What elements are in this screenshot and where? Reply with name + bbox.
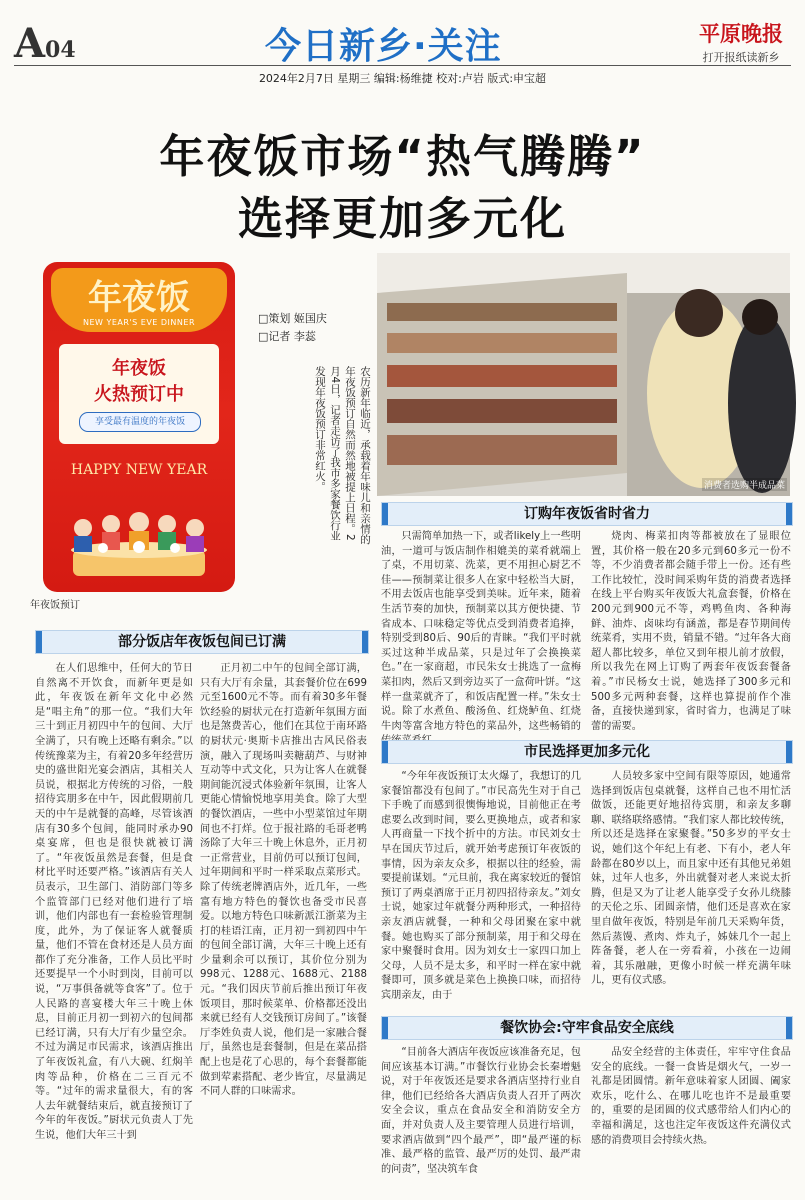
- article-s4-col1-text: “目前各大酒店年夜饭应该准备充足，包间应该基本订满。”市餐饮行业协会长秦增魁说，对于年夜饭还是要求各酒店坚持行业自律，他们已经给各大酒店负责人召开了两次安全会议，重点在食品安全和消防安全方面，并对负责人及主要管理人员进行培训，要求酒店做到“四个最严”，即“最严谨的标准、最严格的监管、最严厉的处罚、最严肃的问责”，坚决筑车食: [381, 1047, 581, 1175]
- section-heading-s2: [381, 502, 793, 526]
- article-s1-col2: [200, 662, 367, 1190]
- intro-text: 农历新年临近，承载着年味儿和亲情的年夜饭预订自然而然地被提上日程。2月4日，记者走访了我市多家餐饮行业发现年夜饭预订非常红火。: [314, 366, 371, 545]
- family-dinner-illustration: [53, 498, 225, 582]
- page-letter: A: [14, 20, 46, 67]
- section-heading-s4-text: 餐饮协会:守牢食品安全底线: [500, 1020, 674, 1036]
- article-s4-col1: [381, 1046, 581, 1192]
- poster-card-line1: 年夜饭: [112, 358, 166, 379]
- section-heading-s3: [381, 740, 793, 764]
- photo-caption: 消费者选购半成品菜: [702, 478, 787, 491]
- supermarket-illustration: [377, 253, 790, 496]
- section-heading-s1-text: 部分饭店年夜饭包间已订满: [118, 634, 286, 650]
- dateline: 2024年2月7日 星期三 编辑:杨维捷 校对:卢岩 版式:申宝超: [258, 72, 547, 85]
- article-s2-col1: [381, 530, 581, 730]
- article-s2-col2: [591, 530, 791, 730]
- page-number: 04: [45, 37, 76, 63]
- article-s4-col2: [591, 1046, 791, 1192]
- poster-caption: 年夜饭预订: [30, 600, 80, 611]
- heading-accent-right: [786, 741, 792, 763]
- brand: [699, 18, 783, 65]
- byline-planner: □策划 姬国庆: [258, 312, 327, 325]
- brand-name: 平原晚报: [699, 21, 783, 46]
- section-heading-s4: [381, 1016, 793, 1040]
- page-code: [14, 20, 76, 67]
- poster-title: 年夜饭: [88, 278, 190, 318]
- poster-greeting: HAPPY NEW YEAR: [70, 462, 208, 478]
- supermarket-photo: [377, 253, 790, 496]
- poster-card: [59, 344, 219, 444]
- section-heading-s3-text: 市民选择更加多元化: [524, 744, 650, 760]
- poster-card-line2: 火热预订中: [94, 384, 184, 405]
- poster-subtitle: NEW YEAR'S EVE DINNER: [82, 318, 195, 327]
- heading-accent-left: [382, 741, 388, 763]
- article-s3-col1-text: “今年年夜饭预订太火爆了，我想订的几家餐馆都没有包间了。”市民高先生对于自己下手晚了而感到很懊悔地说，目前他正在考虑要么改到时间，要么更换地点，或者和家人再商量一下找个折中的方法。市民刘女士早在国庆节过后，就开始考虑预订年夜饭的事情，因为亲友众多，根据以往的经验，需要提前谋划。“元旦前，我在离家较近的餐馆预订了两桌酒席于正月初四招待亲友。”刘女士说，她家过年就餐分两种形式，一种招待亲友酒店就餐，一种和父母团聚在家中就餐。她也购买了部分预制菜，用于和父母在家中聚餐时食用。因为刘女士一家四口加上父母，人员不是太多，和平时一样在家中就餐即可，顶多就是菜色上换换口味，而招待宾朋亲友，由于: [381, 771, 581, 1001]
- brand-slogan: 打开报纸读新乡: [702, 51, 780, 64]
- header-divider: [14, 65, 791, 66]
- article-s3-col1: [381, 770, 581, 1002]
- heading-accent-left: [36, 631, 42, 653]
- article-s1-col1: [35, 662, 193, 1190]
- heading-accent-left: [382, 1017, 388, 1039]
- heading-accent-right: [786, 1017, 792, 1039]
- article-s3-col2-text: 人员较多家中空间有限等原因，她通常选择到饭店包桌就餐，这样自己也不用忙活做饭，还能更好地招待宾朋，和亲友多聊聊、联络联络感情。“我们家人都比较传统，所以还是选择在家聚餐。”50多岁的平女士说，她们这个年纪上有老、下有小，老人年龄都在80岁以上，而且家中还有其他兄弟姐妹，过年人也多，外出就餐对老人来说太折腾，但是又为了让老人能享受子女孙儿绕膝的天伦之乐、团圆亲情，他们还是喜欢在家里自做年夜饭，特别是年前几天采购年货，然后蒸馒、煮肉、炸丸子，姊妹几个一起上阵备餐，老人在一旁看着，小孩在一边闹着，其乐融融，更像小时候一样充满年味儿，更有仪式感。: [591, 771, 791, 987]
- article-s4-col2-text: 品安全经营的主体责任，牢牢守住食品安全的底线。一餐一食皆是烟火气，一岁一礼都是团圆情。新年意味着家人团圆、阖家欢乐，吃什么、在哪儿吃也许不是最重要的，重要的是团圆的仪式感带给人们内心的幸福和满足，这也注定年夜饭这件充满仪式感的消费项目会持续火热。: [591, 1047, 791, 1146]
- headline-line1: 年夜饭市场“热气腾腾”: [159, 130, 646, 183]
- article-s2-col2-text: 烧肉、梅菜扣肉等都被放在了显眼位置，其价格一般在20多元到60多元一份不等，不少消费者都会随手带上一份。还有些工作比较忙，没时间采购年货的消费者选择在线上平台购买年夜饭大礼盒套餐，价格在200元到900元不等，鸡鸭鱼肉、各种海鲜、油炸、卤味均有涵盖，都是春节期间传统菜肴，实用不贵，销量不错。“过年各大商超人都比较多，单位又到年根儿前才放假，所以我先在网上订购了两套年夜饭套餐备着。”市民杨女士说，她选择了300多元和500多元两种套餐，这样也算提前作个准备，直接快递到家，省时省力，也满足了味蕾的需要。: [591, 531, 791, 732]
- article-s3-col2: [591, 770, 791, 1002]
- section-heading-s2-text: 订购年夜饭省时省力: [524, 506, 650, 522]
- section-heading-s1: [35, 630, 369, 654]
- article-s2-col1-text: 只需简单加热一下，或者likely上一些明油，一道可与饭店制作相媲美的菜肴就端上了桌，不用切菜、洗菜，更不用担心厨艺不佳——预制菜让很多人在家中轻松当大厨，不用去饭店也能享受到美味。近年来，随着生活节奏的加快，预制菜以其方便快捷、节省成本、口味稳定等优点受到消费者追捧，特别受到80后、90后的青睐。“我们平时就买过这种半成品菜，只是过年了会换换菜色。”在一家商超，市民朱女士挑选了一盒梅菜扣肉，然后又到旁边买了一盒荷叶饼。“这样一盘菜就齐了，和饭店配置一样。”朱女士说。除了水煮鱼、酸汤鱼、红烧鲈鱼、红烧牛肉等富含地方特色的菜品外，这些畅销的: [381, 531, 581, 732]
- article-s1-col2-text: 正月初二中午的包间全部订满，只有大厅有余量，其套餐价位在699元至1600元不等。而有着30多年餐饮经验的厨状元在打造新年氛围方面也是煞费苦心，他们在其位于南环路的厨状元·奥斯卡店推出古风民俗表演，融入了现场叫卖糖葫芦、与财神互动等中式文化，只为让客人在就餐期间能沉浸式体验新年氛围，让客人更能心情愉悦地享用美食。除了大型的餐饮酒店，一些中小型菜馆过年期间也不打烊。位于报社路的毛哥老鸭汤除了大年三十晚上休息外，正月初一正常营业，目前仍可以预订包间，过年期间和平时一样采取点菜形式。除了传统老牌酒店外，近几年，一些富有地方特色的餐饮也备受市民喜爱。以地方特色口味新派江浙菜为主打的桂语江南，正月初一到初四中午的包间全部订满，大年三十晚上还有少量剩余可以预订，其价位分别为998元、1288元、1688元、2188元。“我们因庆节前后推出预订年夜饭项目，那时候菜单、价格都还没出来就已经有人交钱预订房间了。”该餐厅李姓负责人说，他们是一家融合餐厅，虽然也是套餐制，但是在菜品搭配上也是花了心思的，每个套餐都能做到荤素搭配、老少皆宜，尽量满足不同人群的口味需求。: [200, 663, 367, 1098]
- heading-accent-left: [382, 503, 388, 525]
- section-title: 今日新乡·关注: [265, 26, 502, 67]
- heading-accent-right: [786, 503, 792, 525]
- heading-accent-right: [362, 631, 368, 653]
- poster-tag: 享受最有温度的年夜饭: [79, 412, 201, 432]
- headline-line2: 选择更加多元化: [237, 192, 567, 245]
- byline-reporter: □记者 李蕊: [258, 330, 316, 343]
- article-s1-col1-text: 在人们思维中，任何大的节日自然离不开饮食，而新年更是如此，年夜饭在新年文化中必然是“唱主角”的那一位。“我们大年三十到正月初四中午的包间、大厅全满了，只有晚上还略有剩余。”以传统豫菜为主，有着20多年经营历史的盛世阳光宴会酒店，其相关人员说，根据北方传统的习俗，一般招待宾朋多在中午，因此假期前几天的中午是就餐的高峰，尽管该酒店有30多个包间，能同时承办90桌宴席，但也是很快就被订满了。“年夜饭虽然是套餐，但是食材比平时还要严格。”该酒店有关人员表示，卫生部门、消防部门等多个监管部门已经对他们进行了培训，他们内部也有一套检验管理制度，此外，为了保证客人就餐质量，他们不管在食材还是人员方面都作了充分准备，工作人员比平时还要提早一个小时到岗，目前可以说，“万事俱备就等食客”了。位于人民路的喜宴楼大年三十晚上休息，目前正月初一到初六的包间都已经订满，只有大厅有少量空余。不过为满足市民需求，该酒店推出了年夜饭礼盒，有八大碗、红焖羊肉等品种，价格在二三百元不等。“过年的需求量很大，有的客人去年就餐结束后，就直接预订了今年的年夜饭。”厨状元负责人丁先生说，他们大年三十到: [35, 663, 193, 1141]
- poster-image: [43, 262, 235, 592]
